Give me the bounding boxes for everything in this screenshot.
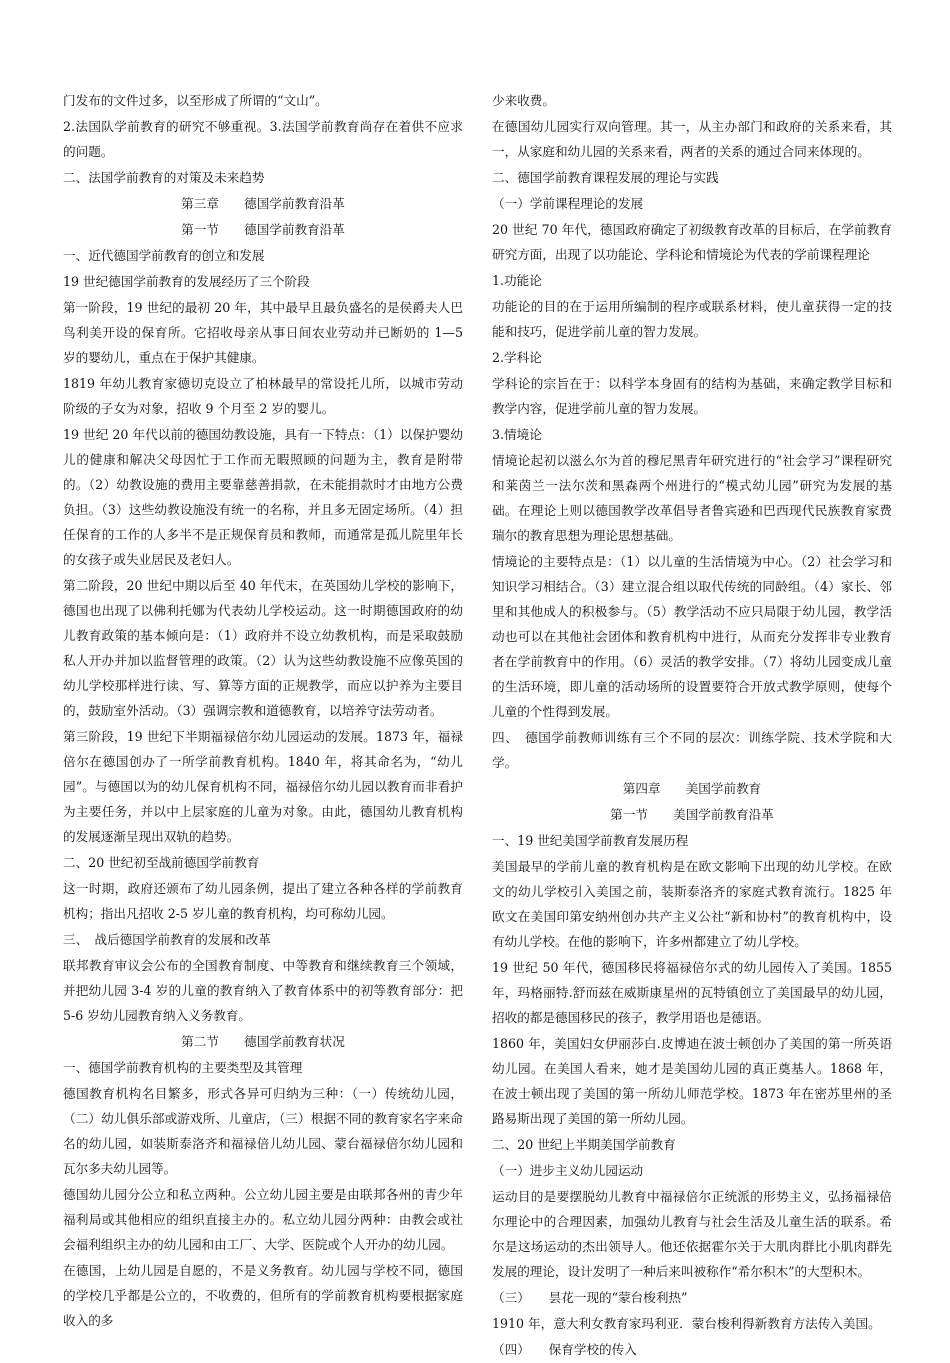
paragraph: 美国最早的学前儿童的教育机构是在欧文影响下出现的幼儿学校。在欧文的幼儿学校引入美国之前，装斯泰洛齐的家庭式教育流行。1825 年欧文在美国印第安纳州创办共产主义公社“新和协村”的教育机构中，设有幼儿学校。在他的影响下，许多州都建立了幼儿学校。 — [492, 859, 892, 949]
paragraph: 第一阶段，19 世纪的最初 20 年，其中最早且最负盛名的是侯爵夫人巴鸟利美开设的保育所。它招收母亲从事日间农业劳动并已断奶的 1—5 岁的婴幼儿，重点在于保护其健康。 — [63, 300, 463, 365]
paragraph: （三） 昙花一现的“蒙台梭利热” — [492, 1290, 688, 1305]
paragraph: 功能论的目的在于运用所编制的程序或联系材料，使儿童获得一定的技能和技巧，促进学前儿童的智力发展。 — [492, 299, 892, 339]
paragraph: 19 世纪德国学前教育的发展经历了三个阶段 — [63, 274, 310, 289]
paragraph: 少来收费。 — [492, 93, 555, 108]
paragraph: 四、 德国学前教师训练有三个不同的层次：训练学院、技术学院和大学。 — [492, 730, 892, 770]
paragraph: 1860 年，美国妇女伊丽莎白.皮博迪在波士顿创办了美国的第一所英语幼儿园。在美国人看来，她才是美国幼儿园的真正奠基人。1868 年，在波士顿出现了美国的第一所幼儿师范学校。1873 年在密苏里州的圣路易斯出现了美国的第一所幼儿园。 — [492, 1036, 892, 1126]
paragraph: 第三阶段，19 世纪下半期福禄倍尔幼儿园运动的发展。1873 年，福禄倍尔在德国创办了一所学前教育机构。1840 年，将其命名为，“幼儿园”。与德国以为的幼儿保育机构不同，福禄倍尔幼儿园以教育而非看护为主要任务，并以中上层家庭的儿童为对象。由此，德国幼儿教育机构的发展逐渐呈现出双轨的趋势。 — [63, 729, 463, 844]
section-heading: 第一节 美国学前教育沿革 — [610, 807, 774, 822]
paragraph: 二、20 世纪上半期美国学前教育 — [492, 1137, 676, 1152]
paragraph: 联邦教育审议会公布的全国教育制度、中等教育和继续教育三个领域，并把幼儿园 3-4 岁的儿童的教育纳入了教育体系中的初等教育部分：把 5-6 岁幼儿园教育纳入义务教育。 — [63, 958, 463, 1023]
paragraph: 一、德国学前教育机构的主要类型及其管理 — [63, 1060, 303, 1075]
left-text-column — [63, 88, 463, 1334]
section-heading: 第一节 德国学前教育沿革 — [181, 222, 345, 237]
section-heading: 第三章 德国学前教育沿革 — [181, 196, 345, 211]
paragraph: 在德国，上幼儿园是自愿的，不是义务教育。幼儿园与学校不同，德国的学校几乎都是公立的，不收费的，但所有的学前教育机构要根据家庭收入的多 — [63, 1263, 463, 1328]
paragraph: 二、20 世纪初至战前德国学前教育 — [63, 855, 260, 870]
paragraph: 一、19 世纪美国学前教育发展历程 — [492, 833, 689, 848]
section-heading: 第四章 美国学前教育 — [622, 781, 762, 796]
paragraph: 1819 年幼儿教育家德切克设立了柏林最早的常设托儿所，以城市劳动阶级的子女为对象，招收 9 个月至 2 岁的婴儿。 — [63, 376, 463, 416]
paragraph: 二、法国学前教育的对策及未来趋势 — [63, 170, 265, 185]
paragraph: 情境论的主要特点是：（1）以儿童的生活情境为中心。（2）社会学习和知识学习相结合。（3）建立混合组以取代传统的同龄组。（4）家长、邻里和其他成人的积极参与。（5）教学活动不应只局限于幼儿园，教学活动也可以在其他社会团体和教育机构中进行，从而充分发挥非专业教育者在学前教育中的作用。（6）灵活的教学安排。（7）将幼儿园变成儿童的生活环境，即儿童的活动场所的设置要符合开放式教学原则，使每个儿童的个性得到发展。 — [492, 554, 892, 719]
paragraph: 门发布的文件过多，以至形成了所谓的“文山”。 — [63, 93, 328, 108]
paragraph: 一、近代德国学前教育的创立和发展 — [63, 248, 265, 263]
paragraph: 学科论的宗旨在于：以科学本身固有的结构为基础，来确定教学目标和教学内容，促进学前儿童的智力发展。 — [492, 376, 892, 416]
right-text-column — [492, 88, 892, 1363]
paragraph: 19 世纪 20 年代以前的德国幼教设施，具有一下特点：（1）以保护婴幼儿的健康和解决父母因忙于工作而无暇照顾的问题为主，教育是附带的。（2）幼教设施的费用主要靠慈善捐款，在未能捐款时才由地方公费负担。（3）这些幼教设施没有统一的名称，并且多无固定场所。（4）担任保育的工作的人多半不是正规保育员和教师，而通常是孤儿院里年长的女孩子或失业居民及老妇人。 — [63, 427, 463, 567]
paragraph: 3.情境论 — [492, 427, 542, 442]
paragraph: 在德国幼儿园实行双向管理。其一，从主办部门和政府的关系来看，其一，从家庭和幼儿园的关系来看，两者的关系的通过合同来体现的。 — [492, 119, 892, 159]
paragraph: 二、德国学前教育课程发展的理论与实践 — [492, 170, 719, 185]
paragraph: 德国教育机构名目繁多，形式各异可归纳为三种：（一）传统幼儿园，（二）幼儿俱乐部或游戏所、儿童店，（三）根据不同的教育家名字来命名的幼儿园，如装斯泰洛齐和福禄倍儿幼儿园、蒙台福禄倍尔幼儿园和瓦尔多夫幼儿园等。 — [63, 1086, 463, 1176]
paragraph: 第二阶段，20 世纪中期以后至 40 年代末，在英国幼儿学校的影响下，德国也出现了以佛利托娜为代表幼儿学校运动。这一时期德国政府的幼儿教育政策的基本倾向是：（1）政府并不设立幼教机构，而是采取鼓励私人开办并加以监督管理的政策。（2）认为这些幼教设施不应像英国的幼儿学校那样进行读、写、算等方面的正规教学，而应以护养为主要目的，鼓励室外活动。（3）强调宗教和道德教育，以培养守法劳动者。 — [63, 578, 463, 718]
section-heading: 第二节 德国学前教育状况 — [181, 1034, 345, 1049]
paragraph: 1910 年，意大利女教育家玛利亚．蒙台梭利得新教育方法传入美国。 — [492, 1316, 881, 1331]
paragraph: 情境论起初以滋么尔为首的穆尼黑青年研究进行的“社会学习”课程研究和莱茵兰一法尔茨和黑森两个州进行的“模式幼儿园”研究为发展的基础。在理论上则以德国教学改革倡导者鲁宾逊和巴西现代民族教育家费瑞尔的教育思想为理论思想基础。 — [492, 453, 892, 543]
paragraph: （一）学前课程理论的发展 — [492, 196, 644, 211]
paragraph: 2.学科论 — [492, 350, 542, 365]
paragraph: 这一时期，政府还颁布了幼儿园条例，提出了建立各种各样的学前教育机构；指出凡招收 2-5 岁儿童的教育机构，均可称幼儿园。 — [63, 881, 463, 921]
paragraph: 2.法国队学前教育的研究不够重视。3.法国学前教育尚存在着供不应求的问题。 — [63, 119, 463, 159]
paragraph: 德国幼儿园分公立和私立两种。公立幼儿园主要是由联邦各州的青少年福利局或其他相应的组织直接主办的。私立幼儿园分两种：由教会或社会福利组织主办的幼儿园和由工厂、大学、医院或个人开办的幼儿园。 — [63, 1187, 463, 1252]
paragraph: 运动目的是要摆脱幼儿教育中福禄倍尔正统派的形势主义，弘扬福禄倍尔理论中的合理因素，加强幼儿教育与社会生活及儿童生活的联系。希尔是这场运动的杰出领导人。他还依据霍尔关于大肌肉群比小肌肉群先发展的理论，设计发明了一种后来叫被称作“希尔积木”的大型积木。 — [492, 1189, 892, 1279]
paragraph: （一）进步主义幼儿园运动 — [492, 1163, 644, 1178]
paragraph: （四） 保育学校的传入 — [492, 1342, 637, 1357]
paragraph: 1.功能论 — [492, 273, 542, 288]
paragraph: 19 世纪 50 年代，德国移民将福禄倍尔式的幼儿园传入了美国。1855 年，玛格丽特.舒而兹在威斯康星州的瓦特镇创立了美国最早的幼儿园，招收的都是德国移民的孩子，教学用语也是德语。 — [492, 960, 892, 1025]
paragraph: 三、 战后德国学前教育的发展和改革 — [63, 932, 271, 947]
paragraph: 20 世纪 70 年代，德国政府确定了初级教育改革的目标后，在学前教育研究方面，出现了以功能论、学科论和情境论为代表的学前课程理论 — [492, 222, 892, 262]
